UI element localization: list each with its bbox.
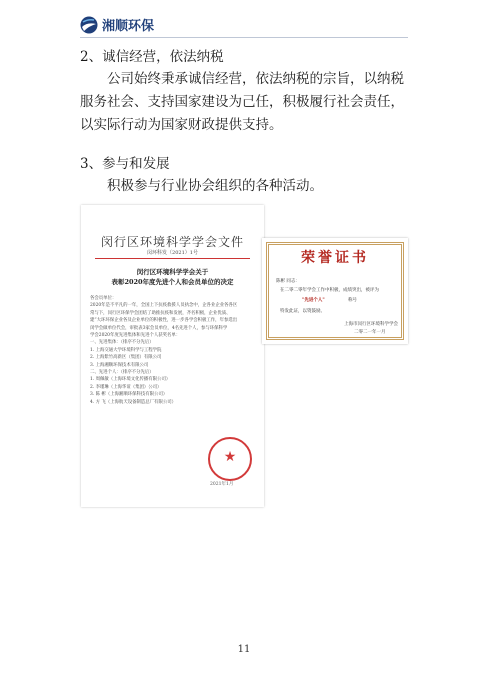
- certificate-award-suffix: 称号: [348, 298, 357, 303]
- section-heading-participation: 3、参与和发展: [80, 156, 170, 172]
- certificate-recipient: 陈彬 同志：: [276, 279, 300, 284]
- section-paragraph-integrity: 公司始终秉承诚信经营，依法纳税的宗旨，以纳税服务社会、支持国家建设为己任，积极履行社会责任，以实际行动为国家财政提供支持。: [80, 71, 404, 133]
- section-heading-integrity: 2、诚信经营，依法纳税: [80, 49, 224, 65]
- document-line: 4. 方 飞（上海航天设备制造总厂有限公司）: [90, 399, 177, 405]
- document-number: 闵环科发（2021）1号: [147, 250, 198, 256]
- document-line: 二、先进个人：（排序不分先后）: [90, 370, 154, 376]
- page-number: 11: [237, 644, 251, 655]
- logo-text: 湘顺环保: [102, 19, 155, 34]
- certificate-issuer: 上海市闵行区环境科学学会: [344, 322, 398, 327]
- document-heading-line2: 表彰2020年度先进个人和会员单位的决定: [111, 278, 234, 286]
- document-heading-line1: 闵行区环境科学学会关于: [136, 268, 209, 276]
- certificate-line3: 特发此证，以资鼓励。: [280, 309, 325, 314]
- document-body: [90, 295, 255, 406]
- document-line: 建“大环环保企业各及企业单位的积极性，进一步各学会积极工作，年参选出: [90, 318, 238, 324]
- certificate-date: 二零二一年一月: [354, 330, 386, 335]
- association-document-image: [81, 205, 264, 507]
- section-paragraph-participation: 积极参与行业协会组织的各种活动。: [107, 178, 323, 194]
- xiangshun-logo-icon: [80, 16, 98, 34]
- document-line: 1. 周佩敏（上海环境文化传播有限公司）: [90, 377, 171, 383]
- seal-star-icon: ★: [223, 449, 237, 465]
- document-line: 学会2020年度先进集体和先进个人获奖名单：: [90, 333, 181, 339]
- document-line: 常与下，闵行区环保学会团结了助推抗疫和发展，齐名积极，企业优质、: [90, 310, 231, 316]
- document-line: 各会员单位：: [90, 296, 117, 301]
- document-line: 2020年是不平凡的一年，全国上下抗疫救援人员执念中，企各业企业各各区: [90, 303, 238, 309]
- document-red-rule: [95, 258, 250, 259]
- header-divider: [80, 37, 408, 38]
- certificate-line1: 在二零二零年学会工作中积极，成绩突出，被评为: [280, 288, 379, 293]
- official-seal: [208, 437, 252, 481]
- certificate-title: 荣誉证书: [301, 250, 369, 266]
- document-title: 闵行区环境科学学会文件: [100, 235, 244, 249]
- company-logo: [80, 15, 154, 34]
- certificate-award: "先进个人": [302, 298, 325, 303]
- document-line: 闵学会做单位代会，审批表3家会员单位，4名先进个人，参与环保科学: [90, 325, 228, 331]
- document-line: 2. 李瑾琳（上海华谊（集团）公司）: [90, 384, 162, 390]
- honor-certificate-image: [262, 238, 408, 344]
- document-line: 3. 上海湘顺环保技术有限公司: [90, 362, 149, 368]
- document-line: 1. 上海交通大学环境科学与工程学院: [90, 347, 162, 353]
- document-line: 一、先进集体：（排序不分先后）: [90, 340, 154, 346]
- document-line: 2. 上海紫竹高新区（集团）有限公司: [90, 355, 162, 361]
- document-line: 3. 陈 彬（上海湘顺环保科技有限公司）: [90, 392, 168, 398]
- seal-date: 2021年1月: [210, 482, 234, 487]
